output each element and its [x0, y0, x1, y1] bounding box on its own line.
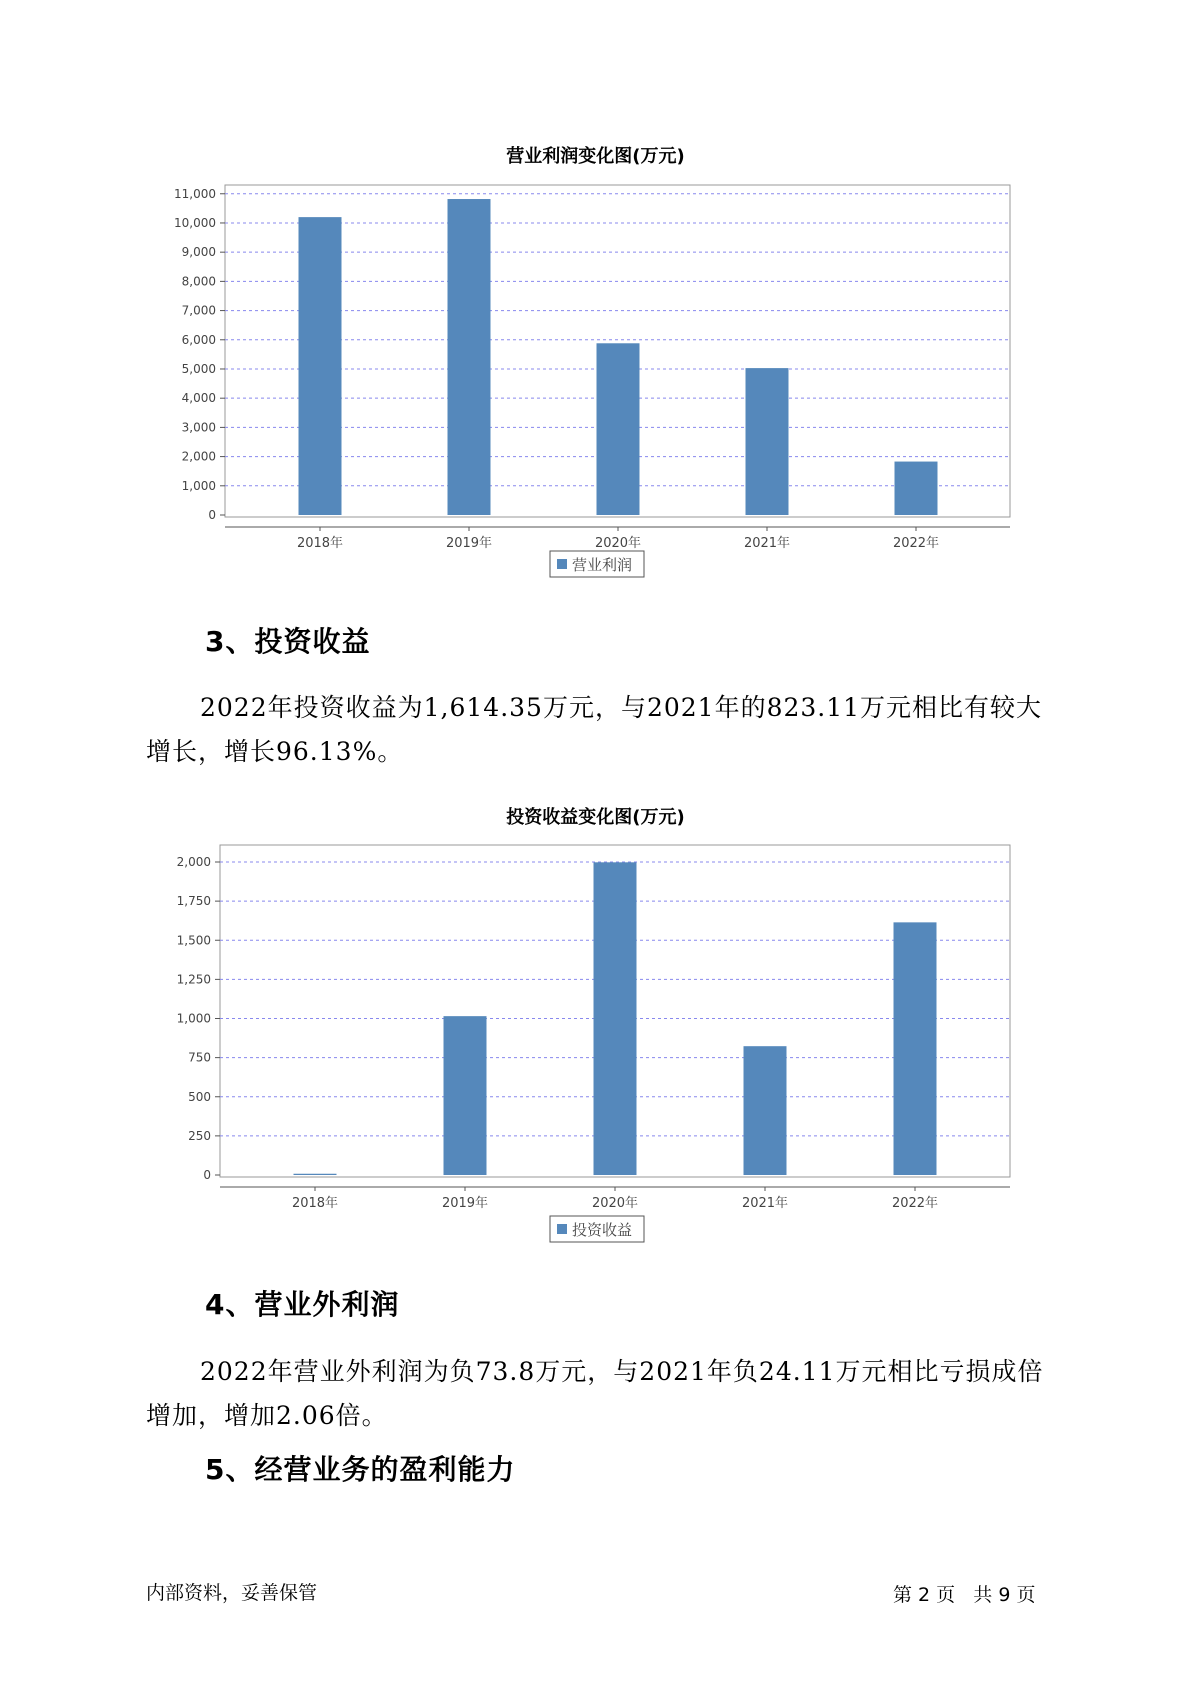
- bar: [594, 862, 637, 1175]
- x-tick-label: 2022年: [891, 1196, 939, 1211]
- legend-swatch: [557, 1224, 567, 1234]
- investment-income-chart: [0, 830, 1191, 1250]
- bar: [746, 368, 789, 515]
- y-tick-label: 0: [203, 1168, 211, 1182]
- section-heading-non-operating-profit: 4、营业外利润: [205, 1288, 400, 1321]
- chart-title-operating-profit: 营业利润变化图(万元): [506, 146, 685, 167]
- bar: [597, 343, 640, 515]
- bar: [894, 922, 937, 1175]
- x-tick-label: 2021年: [741, 1196, 789, 1211]
- paragraph-line: 2022年投资收益为1,614.35万元，与2021年的823.11万元相比有较大: [200, 693, 1043, 722]
- operating-profit-chart: [0, 170, 1191, 590]
- x-tick-label: 2018年: [296, 536, 344, 551]
- y-tick-label: 1,250: [176, 972, 211, 987]
- legend: [550, 1216, 644, 1242]
- chart-title-investment-income: 投资收益变化图(万元): [506, 807, 685, 828]
- y-tick-label: 7,000: [181, 303, 216, 318]
- y-tick-label: 250: [188, 1128, 211, 1143]
- x-tick-label: 2019年: [441, 1196, 489, 1211]
- bar: [294, 1174, 337, 1175]
- x-tick-label: 2019年: [445, 536, 493, 551]
- y-tick-label: 1,000: [181, 478, 216, 493]
- legend-label: 投资收益: [572, 1221, 633, 1239]
- legend-swatch: [557, 559, 567, 569]
- paragraph-non-operating-profit: [146, 1350, 1066, 1438]
- y-tick-label: 5,000: [181, 361, 216, 376]
- y-tick-label: 2,000: [181, 449, 216, 464]
- bar: [444, 1016, 487, 1175]
- y-tick-label: 750: [188, 1050, 211, 1065]
- bar: [448, 199, 491, 515]
- paragraph-investment-income: [146, 686, 1066, 774]
- y-tick-label: 10,000: [174, 215, 216, 230]
- paragraph-line: 增长，增长96.13%。: [146, 737, 404, 766]
- y-tick-label: 1,750: [176, 894, 211, 909]
- paragraph-line: 增加，增加2.06倍。: [146, 1401, 388, 1430]
- bar: [895, 462, 938, 515]
- y-tick-label: 0: [208, 508, 216, 522]
- legend-label: 营业利润: [572, 556, 633, 574]
- paragraph-line: 2022年营业外利润为负73.8万元，与2021年负24.11万元相比亏损成倍: [200, 1357, 1044, 1386]
- x-tick-label: 2018年: [291, 1196, 339, 1211]
- y-tick-label: 6,000: [181, 332, 216, 347]
- legend: [550, 551, 644, 577]
- x-tick-label: 2022年: [892, 536, 940, 551]
- y-tick-label: 3,000: [181, 420, 216, 435]
- y-tick-label: 1,000: [176, 1011, 211, 1026]
- x-tick-label: 2020年: [591, 1196, 639, 1211]
- y-tick-label: 11,000: [174, 186, 216, 201]
- bar: [299, 217, 342, 515]
- y-tick-label: 500: [188, 1089, 211, 1104]
- footer-page-number: 第 2 页 共 9 页: [893, 1584, 1036, 1606]
- y-tick-label: 9,000: [181, 245, 216, 260]
- footer-confidential-note: 内部资料，妥善保管: [146, 1582, 318, 1604]
- y-tick-label: 4,000: [181, 391, 216, 406]
- section-heading-investment-income: 3、投资收益: [205, 625, 371, 658]
- x-tick-label: 2021年: [743, 536, 791, 551]
- y-tick-label: 1,500: [176, 933, 211, 948]
- y-tick-label: 8,000: [181, 274, 216, 289]
- x-tick-label: 2020年: [594, 536, 642, 551]
- bar: [744, 1046, 787, 1175]
- section-heading-operating-profitability: 5、经营业务的盈利能力: [205, 1453, 516, 1486]
- y-tick-label: 2,000: [176, 855, 211, 869]
